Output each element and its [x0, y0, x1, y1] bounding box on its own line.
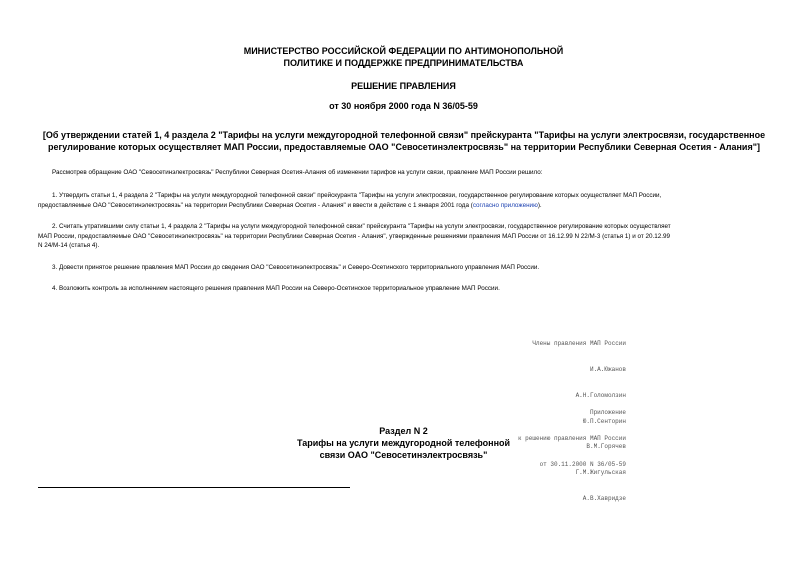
section-title: Раздел N 2 — [379, 426, 428, 436]
paragraph-2-line-2: МАП России, предоставляемые ОАО "Севосетинэлектросвязь" на территории Республики Северная Осетия - Алания", утвержденные решениями правления МАП России от 16.12.99 N 22/М-3 (статья 1) и от 20.12.99 — [38, 232, 671, 240]
member-name: Ю.П.Сенторин — [582, 417, 626, 425]
section-heading — [0, 425, 807, 461]
paragraph-3-text: 3. Довести принятое решение правления МАП России до сведения ОАО "Севосетинэлектросвязь" и Северо-Осетинского территориального управления МАП России. — [52, 264, 540, 271]
members-title: Члены правления МАП России — [532, 340, 626, 348]
ministry-line-1: МИНИСТЕРСТВО РОССИЙСКОЙ ФЕДЕРАЦИИ ПО АНТИМОНОПОЛЬНОЙ — [243, 46, 564, 56]
decision-title: РЕШЕНИЕ ПРАВЛЕНИЯ — [351, 81, 456, 91]
paragraph-4-text: 4. Возложить контроль за исполнением настоящего решения правления МАП России на Северо-Осетинское территориальное управление МАП России. — [52, 285, 500, 292]
paragraph-2-line-1: 2. Считать утратившими силу статьи 1, 4 раздела 2 "Тарифы на услуги междугородной телефонной связи" прейскуранта "Тарифы на услуги электросвязи, государственное регулирование которых осуществляет — [52, 223, 671, 230]
intro-paragraph — [38, 168, 788, 178]
section-subtitle-line-2: связи ОАО "Севосетинэлектросвязь" — [319, 450, 488, 460]
decision-date: от 30 ноября 2000 года N 36/05-59 — [329, 101, 478, 111]
paragraph-1-line-2: предоставляемые ОАО "Севосетинэлектросвязь" на территории Республики Северная Осетия - Алания" и ввести в действие с 1 января 2001 года ( — [38, 201, 473, 209]
paragraph-3 — [38, 263, 788, 273]
intro-text: Рассмотрев обращение ОАО "Севосетинэлектросвязь" Республики Северная Осетия-Алания об изменении тарифов на услуги связи, правление МАП России решило: — [52, 169, 543, 176]
paragraph-1-line-2-end: ). — [537, 201, 542, 209]
paragraph-2-line-3: N 24/М-14 (статья 4). — [38, 242, 100, 249]
member-name: А.В.Хавридзе — [582, 494, 626, 502]
subject-line-1: [Об утверждении статей 1, 4 раздела 2 "Тарифы на услуги междугородной телефонной связи" прейскуранта "Тарифы на услуги электросвязи, государственное — [42, 130, 766, 140]
member-name: А.Н.Голомолзин — [575, 391, 626, 399]
appendix-link[interactable]: согласно приложению — [472, 201, 538, 209]
subject-line-2: регулирование которых осуществляет МАП России, предоставляемые ОАО "Севосетинэлектросвязь" на территории Республики Северная Осетия - Алания"] — [48, 142, 760, 152]
member-name: И.А.Южанов — [589, 365, 626, 373]
ministry-line-2: ПОЛИТИКЕ И ПОДДЕРЖКЕ ПРЕДПРИНИМАТЕЛЬСТВА — [283, 58, 524, 68]
appendix-line-2: к решению правления МАП России — [517, 434, 626, 442]
section-subtitle-line-1: Тарифы на услуги междугородной телефонной — [296, 438, 511, 448]
member-name: Г.М.Жигульская — [575, 469, 626, 477]
paragraph-4 — [38, 284, 788, 294]
decision-subject — [38, 129, 770, 153]
footnote-divider — [38, 487, 350, 488]
paragraph-1 — [38, 191, 788, 210]
appendix-line-1: Приложение — [589, 409, 626, 417]
appendix-line-3: от 30.11.2000 N 36/05-59 — [539, 460, 626, 468]
paragraph-2 — [38, 222, 788, 251]
paragraph-1-line-1: 1. Утвердить статьи 1, 4 раздела 2 "Тарифы на услуги междугородной телефонной связи" прейскуранта "Тарифы на услуги электросвязи, государственное регулирование которых осуществляет МАП России, — [52, 192, 662, 199]
member-name: В.М.Горячев — [586, 443, 626, 451]
ministry-heading — [0, 45, 807, 69]
